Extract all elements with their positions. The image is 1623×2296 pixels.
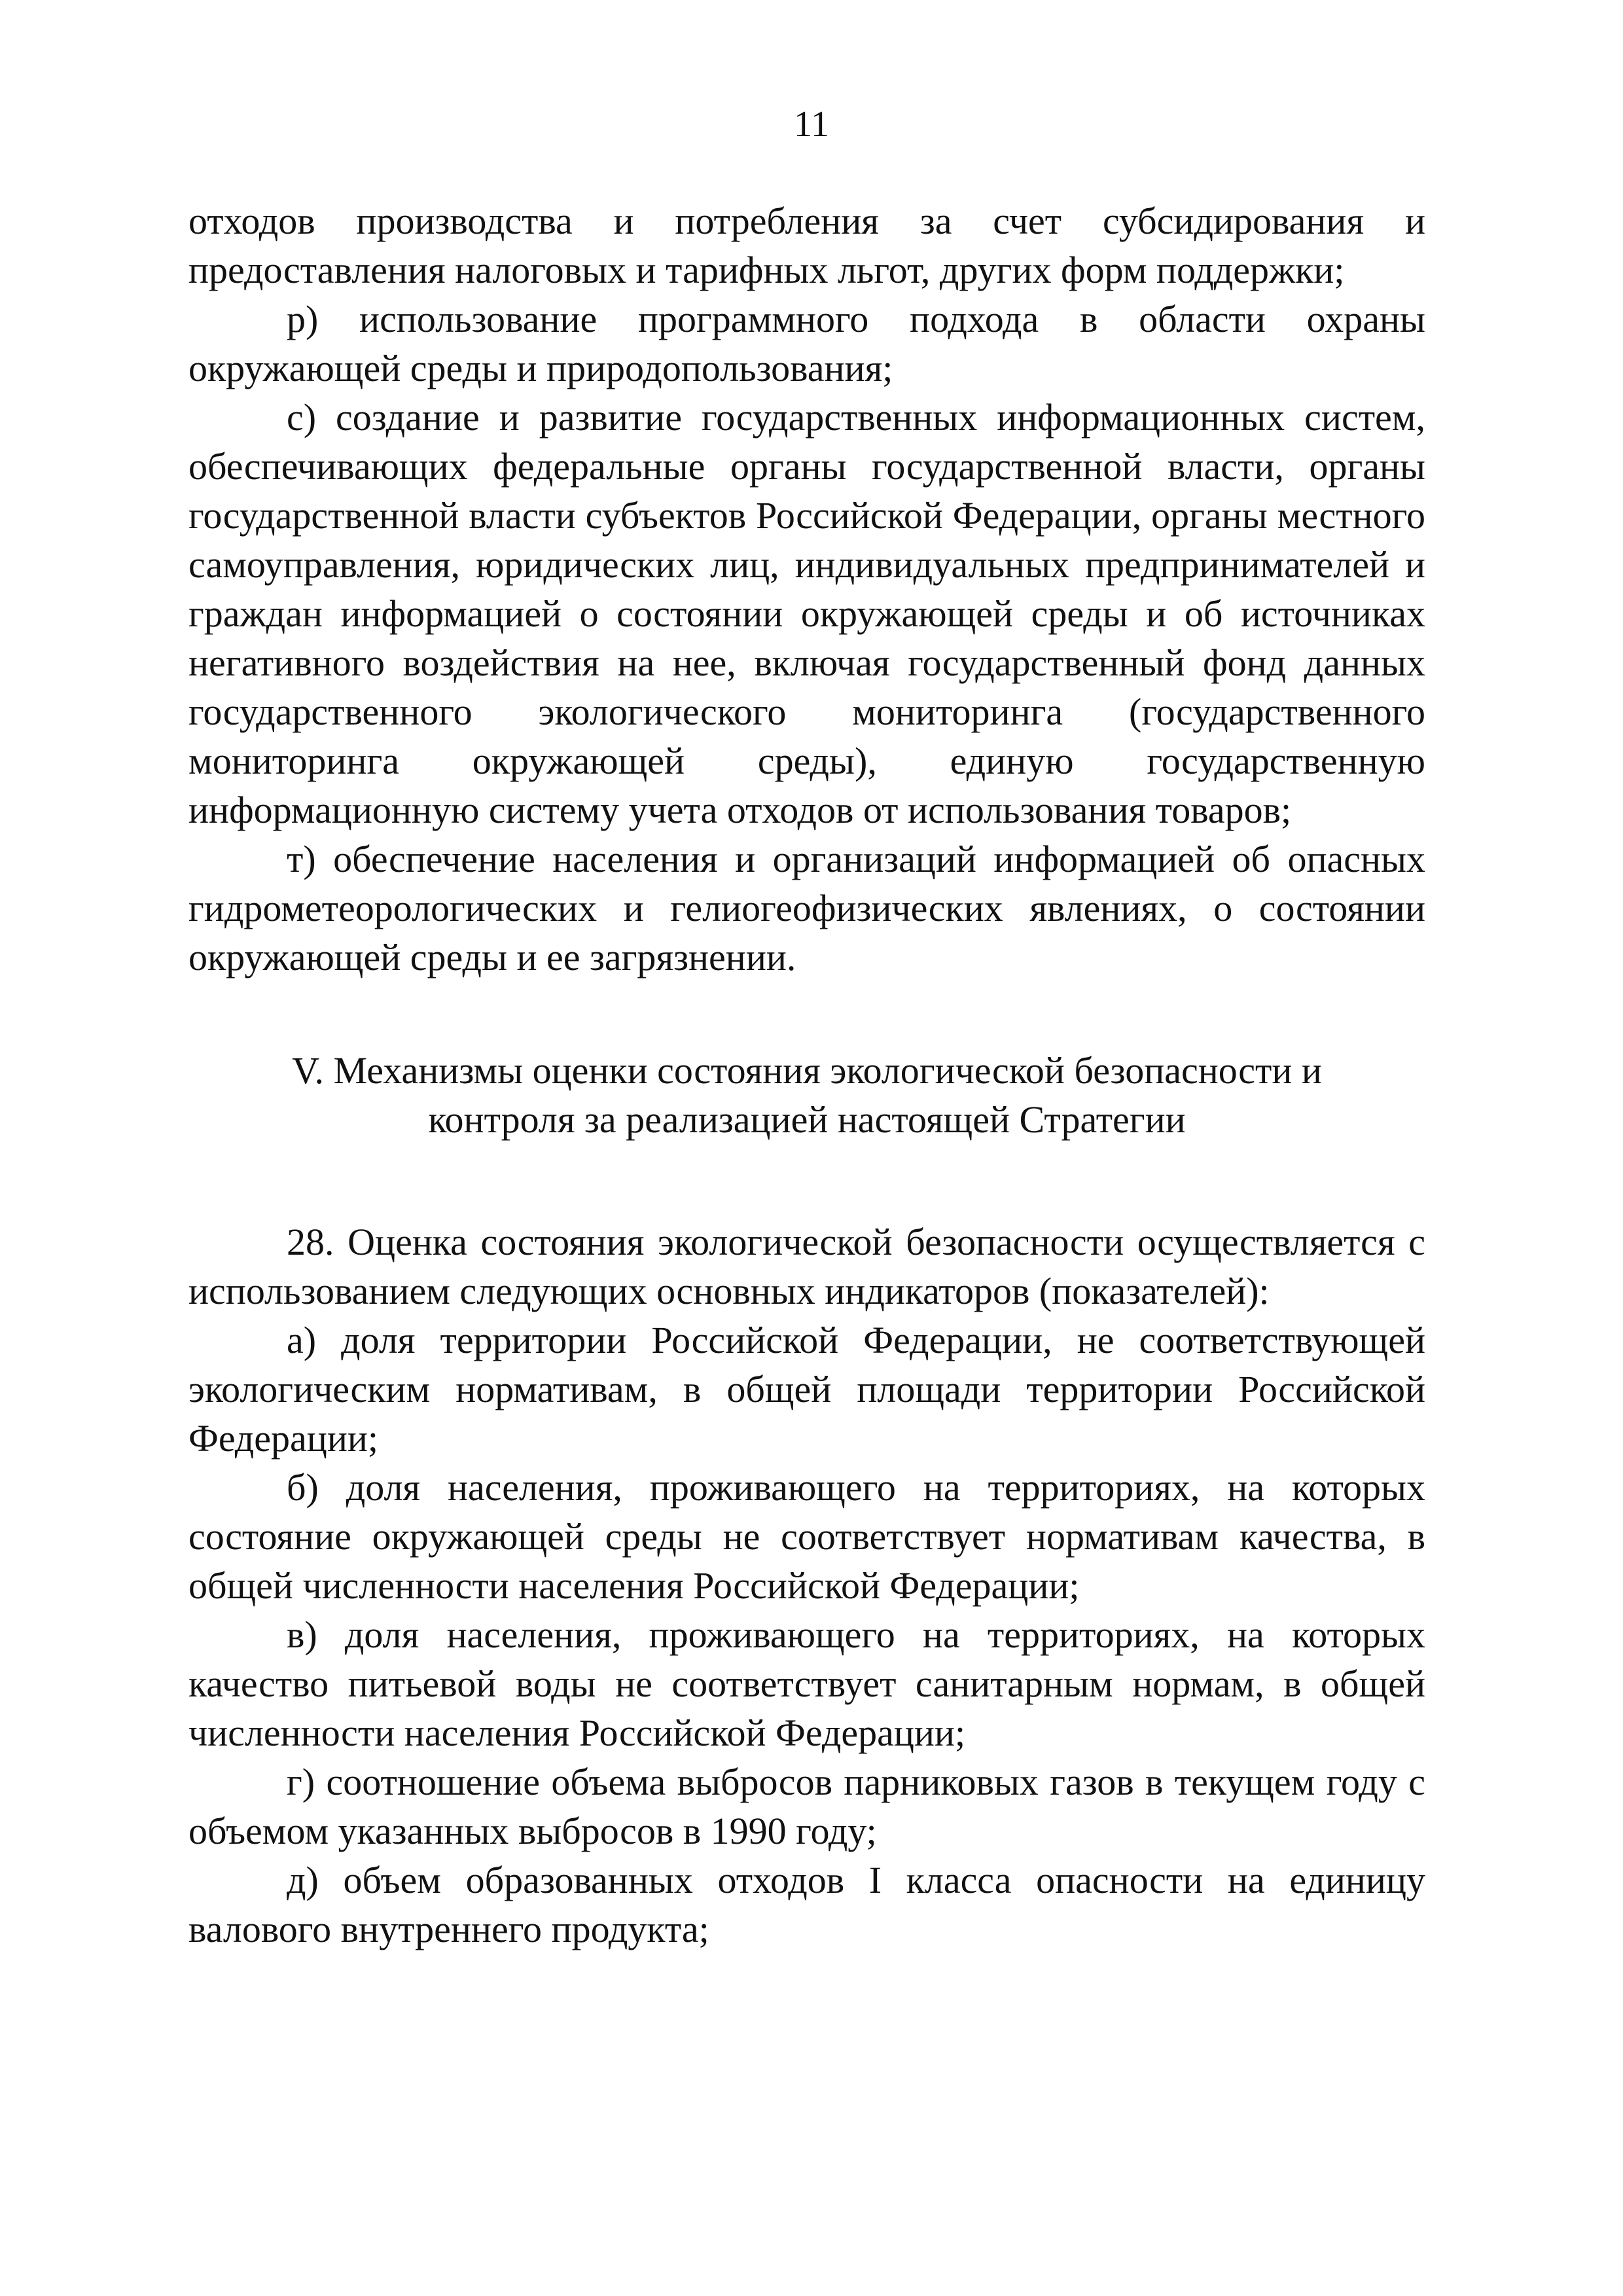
- paragraph-item-g: г) соотношение объема выбросов парниковых газов в текущем году с объемом указанных выбросов в 1990 году;: [188, 1761, 1425, 1852]
- paragraph-item-a: а) доля территории Российской Федерации, не соответствующей экологическим нормативам, в общей площади территории Российской Федерации;: [188, 1319, 1425, 1460]
- paragraph-item-s: с) создание и развитие государственных информационных систем, обеспечивающих федеральные органы государственной власти, органы государственной власти субъектов Российской Федерации, органы местного самоуправления, юридических лиц, индивидуальных предпринимателей и граждан информацией о состоянии окружающей среды и об источниках негативного воздействия на нее, включая государственный фонд данных государственного экологического мониторинга (государственного мониторинга окружающей среды), единую государственную информационную систему учета отходов от использования товаров;: [188, 396, 1425, 831]
- paragraph-item-t: т) обеспечение населения и организаций информацией об опасных гидрометеорологических и гелиогеофизических явлениях, о состоянии окружающей среды и ее загрязнении.: [188, 838, 1425, 978]
- section-heading-line-1: V. Механизмы оценки состояния экологической безопасности и: [292, 1049, 1322, 1092]
- paragraph-item-r: р) использование программного подхода в области охраны окружающей среды и природопользования;: [188, 298, 1425, 389]
- section-heading: [188, 1046, 1425, 1144]
- document-body: [188, 196, 1425, 1954]
- paragraph-28: 28. Оценка состояния экологической безопасности осуществляется с использованием следующих основных индикаторов (показателей):: [188, 1221, 1425, 1312]
- paragraph-item-b: б) доля населения, проживающего на территориях, на которых состояние окружающей среды не соответствует нормативам качества, в общей численности населения Российской Федерации;: [188, 1466, 1425, 1607]
- section-heading-line-2: контроля за реализацией настоящей Стратегии: [428, 1098, 1186, 1141]
- paragraph-item-d: д) объем образованных отходов I класса опасности на единицу валового внутреннего продукта;: [188, 1859, 1425, 1950]
- paragraph-continuation: отходов производства и потребления за счет субсидирования и предоставления налоговых и тарифных льгот, других форм поддержки;: [188, 200, 1425, 291]
- page-number: 11: [794, 104, 829, 145]
- paragraph-item-v: в) доля населения, проживающего на территориях, на которых качество питьевой воды не соответствует санитарным нормам, в общей численности населения Российской Федерации;: [188, 1613, 1425, 1754]
